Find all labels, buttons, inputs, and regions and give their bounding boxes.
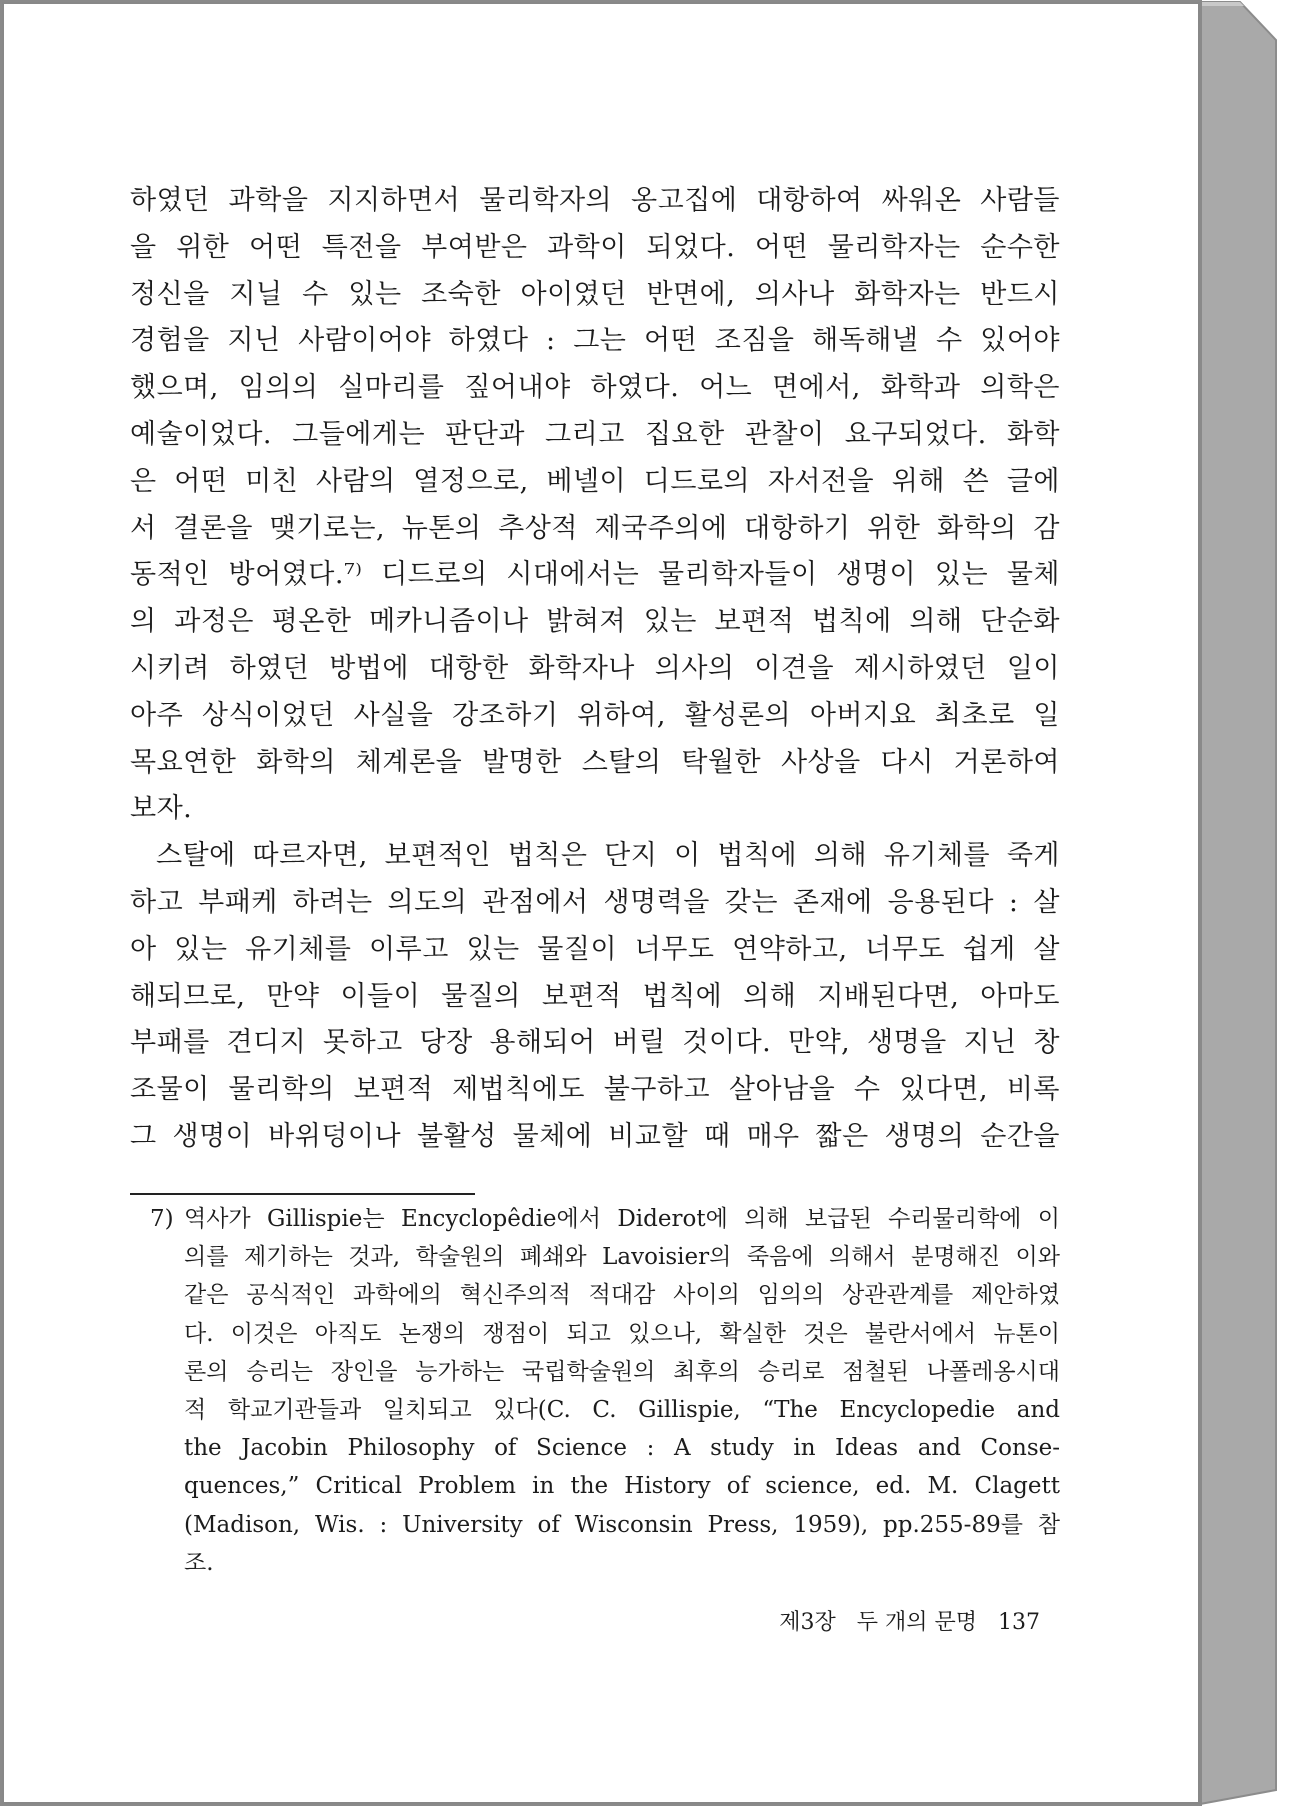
body-line: 했으며, 임의의 실마리를 짚어내야 하였다. 어느 면에서, 화학과 의학은 (130, 372, 1060, 404)
footnote-line: (Madison, Wis. : University of Wisconsin Press, 1959), pp.255-89를 참 (184, 1511, 1060, 1538)
body-line: 스탈에 따르자면, 보편적인 법칙은 단지 이 법칙에 의해 유기체를 죽게 (156, 840, 1060, 872)
body-line: 의 과정은 평온한 메카니즘이나 밝혀져 있는 보편적 법칙에 의해 단순화 (130, 606, 1060, 638)
footnote-line: 론의 승리는 장인을 능가하는 국립학술원의 최후의 승리로 점철된 나폴레옹시대 (184, 1358, 1060, 1385)
body-line: 동적인 방어였다.⁷⁾ 디드로의 시대에서는 물리학자들이 생명이 있는 물체 (130, 559, 1060, 591)
body-line: 시키려 하였던 방법에 대항한 화학자나 의사의 이견을 제시하였던 일이 (130, 652, 1060, 684)
footnote-line: 조. (184, 1549, 214, 1576)
footnote-line: 같은 공식적인 과학에의 혁신주의적 적대감 사이의 임의의 상관관계를 제안하였 (184, 1282, 1060, 1309)
footnote-line: 의를 제기하는 것과, 학술원의 폐쇄와 Lavoisier의 죽음에 의해서 분명해진 이와 (184, 1244, 1060, 1271)
footnote-line: quences,” Critical Problem in the History of science, ed. M. Clagett (184, 1473, 1060, 1500)
body-line: 조물이 물리학의 보편적 제법칙에도 불구하고 살아남을 수 있다면, 비록 (130, 1074, 1060, 1106)
footnote-marker: 7) (150, 1206, 174, 1232)
body-line: 아 있는 유기체를 이루고 있는 물질이 너무도 연약하고, 너무도 쉽게 살 (130, 933, 1060, 965)
footnote-line: 다. 이것은 아직도 논쟁의 쟁점이 되고 있으나, 확실한 것은 불란서에서 뉴톤이 (184, 1320, 1060, 1347)
running-footer (700, 1605, 1040, 1636)
body-line: 하고 부패케 하려는 의도의 관점에서 생명력을 갖는 존재에 응용된다 : 살 (130, 886, 1060, 918)
body-line: 은 어떤 미친 사람의 열정으로, 베넬이 디드로의 자서전을 위해 쓴 글에 (130, 465, 1060, 497)
footer-chapter: 제3장 (779, 1610, 836, 1635)
footnote-7 (150, 1200, 1060, 1582)
footnote-divider (130, 1193, 475, 1195)
body-line: 예술이었다. 그들에게는 판단과 그리고 집요한 관찰이 요구되었다. 화학 (130, 418, 1060, 450)
body-line: 목요연한 화학의 체계론을 발명한 스탈의 탁월한 사상을 다시 거론하여 (130, 746, 1060, 778)
body-line: 을 위한 어떤 특전을 부여받은 과학이 되었다. 어떤 물리학자는 순수한 (130, 231, 1060, 263)
body-line: 보자. (130, 793, 193, 825)
body-line: 부패를 견디지 못하고 당장 용해되어 버릴 것이다. 만약, 생명을 지닌 창 (130, 1027, 1060, 1059)
page-number: 137 (998, 1610, 1040, 1635)
body-line: 해되므로, 만약 이들이 물질의 보편적 법칙에 의해 지배된다면, 아마도 (130, 980, 1060, 1012)
body-line: 경험을 지닌 사람이어야 하였다 : 그는 어떤 조짐을 해독해낼 수 있어야 (130, 325, 1060, 357)
body-line: 정신을 지닐 수 있는 조숙한 아이였던 반면에, 의사나 화학자는 반드시 (130, 278, 1060, 310)
footnote-line-text: 역사가 Gillispie는 Encyclopêdie에서 Diderot에 의해 보급된 수리물리학에 이 (184, 1206, 1060, 1232)
body-line: 서 결론을 맺기로는, 뉴톤의 추상적 제국주의에 대항하기 위한 화학의 감 (130, 512, 1060, 544)
footer-title: 두 개의 문명 (856, 1610, 977, 1635)
body-line: 아주 상식이었던 사실을 강조하기 위하여, 활성론의 아버지요 최초로 일 (130, 699, 1060, 731)
body-line: 하였던 과학을 지지하면서 물리학자의 옹고집에 대항하여 싸워온 사람들 (130, 185, 1060, 216)
footnote-line (150, 1200, 1060, 1238)
footnote-line: 적 학교기관들과 일치되고 있다(C. C. Gillispie, “The Encyclopedie and (184, 1396, 1060, 1423)
body-line: 그 생명이 바위덩이나 불활성 물체에 비교할 때 매우 짧은 생명의 순간을 (130, 1120, 1060, 1152)
body-text (130, 178, 1060, 1161)
footnote-line: the Jacobin Philosophy of Science : A study in Ideas and Conse- (184, 1435, 1060, 1462)
